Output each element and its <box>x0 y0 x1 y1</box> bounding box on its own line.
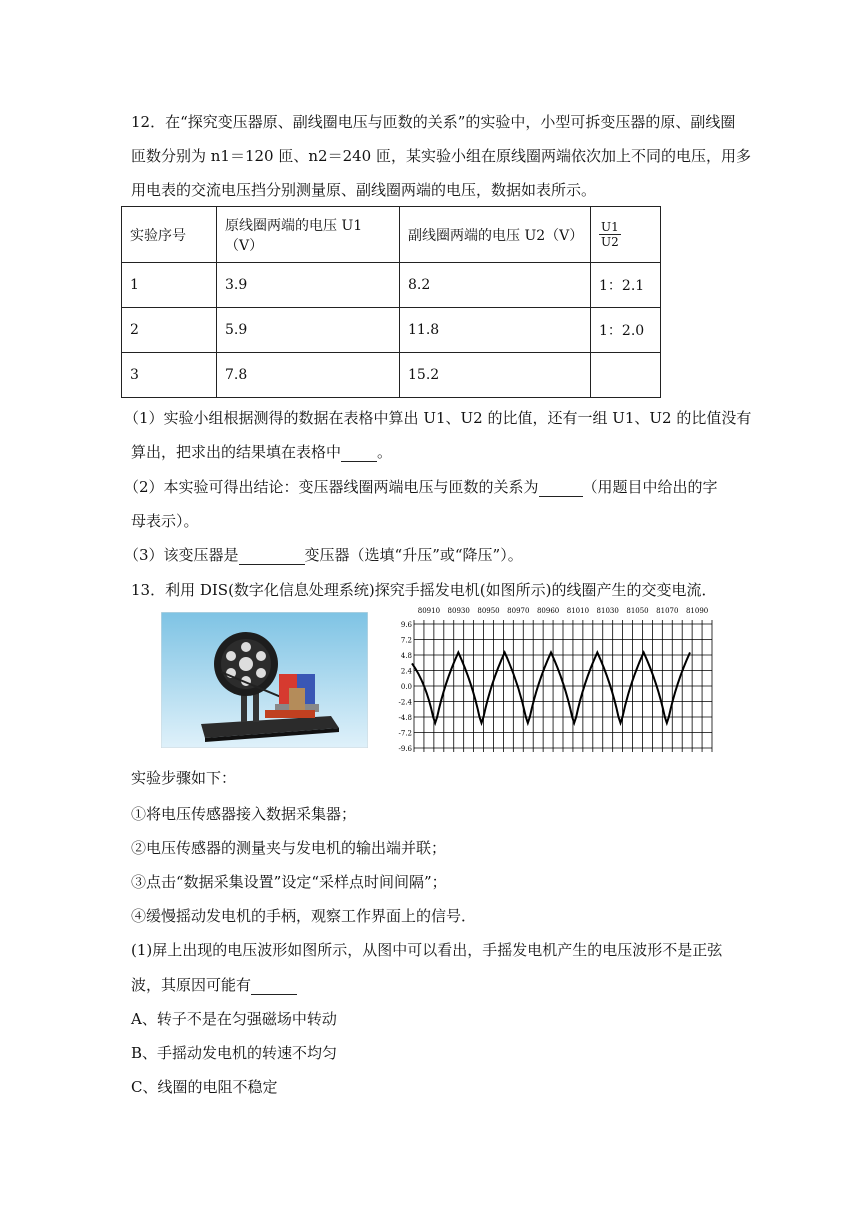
table-cell: 11.8 <box>400 308 591 353</box>
x-tick-label: 81090 <box>685 607 709 615</box>
q12-sub1-text: 算出，把求出的结果填在表格中 <box>131 443 342 461</box>
table-header-row <box>122 207 661 263</box>
y-tick-label: -9.6 <box>398 745 412 753</box>
data-table <box>121 206 661 398</box>
fraction-numerator: U1 <box>601 219 619 234</box>
y-tick-label: 9.6 <box>400 621 412 629</box>
q13-sub1-line-2 <box>131 975 297 995</box>
table-row <box>122 263 661 308</box>
table-cell: 3 <box>122 353 217 398</box>
y-tick-label: -2.4 <box>398 698 412 707</box>
fraction-denominator: U2 <box>601 234 619 249</box>
x-tick-label: 80950 <box>477 607 500 615</box>
x-tick-label: 80930 <box>447 607 470 615</box>
y-tick-label: 7.2 <box>400 636 412 645</box>
table-row <box>122 353 661 398</box>
q12-sub2-text-end: （用题目中给出的字 <box>582 478 718 496</box>
table-cell: 5.9 <box>217 308 400 353</box>
q12-sub2-line-2: 母表示）。 <box>131 512 199 530</box>
q12-sub1-line-1: （1）实验小组根据测得的数据在表格中算出 U1、U2 的比值，还有一组 U1、U2 的比值没有 <box>124 409 752 427</box>
q12-sub1-line-2 <box>131 442 392 462</box>
chart-x-ticks <box>418 607 708 615</box>
answer-blank[interactable] <box>251 994 297 995</box>
table-cell: 2 <box>122 308 217 353</box>
x-tick-label: 81030 <box>596 607 619 615</box>
table-cell: 8.2 <box>400 263 591 308</box>
steps-title: 实验步骤如下： <box>131 769 237 787</box>
y-tick-label: 4.8 <box>400 652 412 660</box>
table-cell: 7.8 <box>217 353 400 398</box>
voltage-waveform-chart <box>394 604 718 756</box>
q12-sub2-text: （2）本实验可得出结论：变压器线圈两端电压与匝数的关系为 <box>124 478 539 496</box>
step-item: ①将电压传感器接入数据采集器； <box>131 805 357 823</box>
option-c[interactable]: C、线圈的电阻不稳定 <box>131 1078 278 1096</box>
answer-blank[interactable] <box>239 564 305 565</box>
q13-sub1-line-1: (1)屏上出现的电压波形如图所示，从图中可以看出，手摇发电机产生的电压波形不是正弦 <box>131 941 723 959</box>
table-header-cell: 原线圈两端的电压 U1（V） <box>217 207 400 263</box>
step-item: ④缓慢摇动发电机的手柄，观察工作界面上的信号． <box>131 907 477 925</box>
x-tick-label: 80970 <box>507 607 530 615</box>
table-header-cell: 实验序号 <box>122 207 217 263</box>
table-cell: 1：2.1 <box>591 263 661 308</box>
table-cell: 1 <box>122 263 217 308</box>
q12-sub2-line-1 <box>124 477 718 497</box>
x-tick-label: 80960 <box>536 607 560 615</box>
table-row <box>122 308 661 353</box>
answer-cell-empty[interactable] <box>591 353 661 398</box>
x-tick-label: 80910 <box>417 607 441 615</box>
step-item: ③点击“数据采集设置”设定“采样点时间间隔”； <box>131 873 447 891</box>
y-tick-label: -4.8 <box>398 714 412 722</box>
q12-line-2: 匝数分别为 n1＝120 匝、n2＝240 匝，某实验小组在原线圈两端依次加上不同的电压，用多 <box>131 147 751 165</box>
x-tick-label: 81050 <box>626 607 649 615</box>
y-tick-label: 2.4 <box>400 667 412 676</box>
table-cell: 15.2 <box>400 353 591 398</box>
step-item: ②电压传感器的测量夹与发电机的输出端并联； <box>131 839 447 857</box>
answer-blank[interactable] <box>539 496 583 497</box>
q13-sub1-text: 波，其原因可能有 <box>131 976 252 994</box>
ratio-fraction <box>599 220 621 249</box>
option-b[interactable]: B、手摇动发电机的转速不均匀 <box>131 1044 338 1062</box>
generator-photo <box>161 612 368 748</box>
q12-sub3-text: （3）该变压器是 <box>124 546 239 564</box>
chart-y-ticks <box>399 621 413 753</box>
q12-line-3: 用电表的交流电压挡分别测量原、副线圈两端的电压，数据如表所示。 <box>131 181 597 199</box>
y-tick-label: -7.2 <box>398 729 412 738</box>
q12-sub3-line <box>124 545 523 565</box>
answer-blank[interactable] <box>341 461 377 462</box>
option-a[interactable]: A、转子不是在匀强磁场中转动 <box>131 1010 337 1028</box>
table-header-cell: 副线圈两端的电压 U2（V） <box>400 207 591 263</box>
y-tick-label: 0.0 <box>400 683 412 691</box>
q12-sub1-end: 。 <box>377 443 393 461</box>
table-cell: 3.9 <box>217 263 400 308</box>
q13-line-1: 13．利用 DIS(数字化信息处理系统)探究手摇发电机(如图所示)的线圈产生的交变电流． <box>131 581 717 599</box>
table-cell: 1：2.0 <box>591 308 661 353</box>
x-tick-label: 81010 <box>566 607 590 615</box>
x-tick-label: 81070 <box>656 607 679 615</box>
q12-sub3-text-end: 变压器（选填“升压”或“降压”）。 <box>304 546 523 564</box>
q12-line-1: 12．在“探究变压器原、副线圈电压与匝数的关系”的实验中，小型可拆变压器的原、副线圈 <box>131 113 736 131</box>
table-header-ratio-cell <box>591 207 661 263</box>
